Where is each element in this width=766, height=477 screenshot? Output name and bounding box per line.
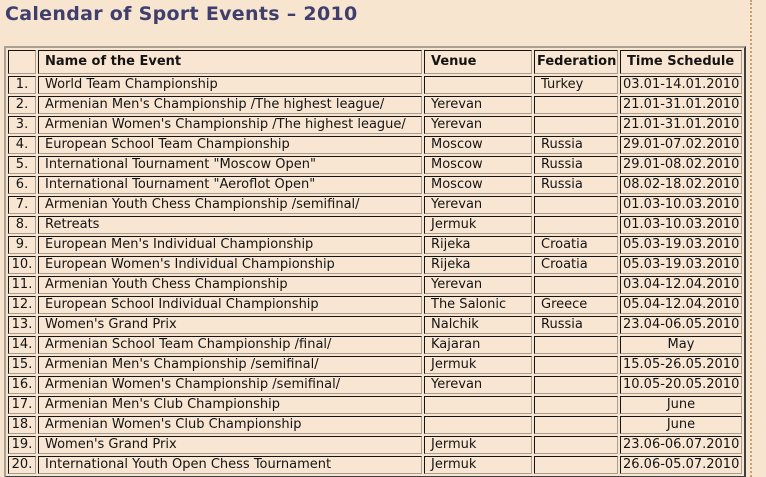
cell-venue: Yerevan xyxy=(424,276,532,294)
cell-event-name: Women's Grand Prix xyxy=(38,316,422,334)
table-row xyxy=(8,116,742,134)
table-header xyxy=(8,50,742,74)
table-row xyxy=(8,336,742,354)
cell-federation: Greece xyxy=(534,296,618,314)
col-header-name: Name of the Event xyxy=(38,50,422,74)
cell-venue: Rijeka xyxy=(424,236,532,254)
cell-event-name: International Youth Open Chess Tournament xyxy=(38,456,422,474)
cell-time: 05.04-12.04.2010 xyxy=(620,296,742,314)
cell-index: 15. xyxy=(8,356,36,374)
cell-venue: The Salonic xyxy=(424,296,532,314)
table-row xyxy=(8,376,742,394)
page-title: Calendar of Sport Events – 2010 xyxy=(5,3,358,25)
cell-venue: Nalchik xyxy=(424,316,532,334)
cell-venue: Jermuk xyxy=(424,356,532,374)
table-row xyxy=(8,396,742,414)
cell-time: 10.05-20.05.2010 xyxy=(620,376,742,394)
table-row xyxy=(8,316,742,334)
cell-time: 01.03-10.03.2010 xyxy=(620,196,742,214)
cell-federation xyxy=(534,436,618,454)
col-header-venue: Venue xyxy=(424,50,532,74)
cell-federation: Croatia xyxy=(534,236,618,254)
cell-event-name: International Tournament "Moscow Open" xyxy=(38,156,422,174)
table-row xyxy=(8,296,742,314)
table-row xyxy=(8,156,742,174)
cell-federation xyxy=(534,356,618,374)
cell-index: 13. xyxy=(8,316,36,334)
cell-federation xyxy=(534,276,618,294)
cell-event-name: International Tournament "Aeroflot Open" xyxy=(38,176,422,194)
cell-index: 5. xyxy=(8,156,36,174)
cell-event-name: Armenian Women's Championship /semifinal/ xyxy=(38,376,422,394)
cell-federation xyxy=(534,96,618,114)
cell-event-name: European Men's Individual Championship xyxy=(38,236,422,254)
header-row xyxy=(8,50,742,74)
cell-index: 8. xyxy=(8,216,36,234)
cell-index: 17. xyxy=(8,396,36,414)
cell-event-name: European School Team Championship xyxy=(38,136,422,154)
cell-index: 4. xyxy=(8,136,36,154)
cell-federation: Russia xyxy=(534,156,618,174)
table-row xyxy=(8,196,742,214)
cell-venue: Yerevan xyxy=(424,376,532,394)
cell-index: 2. xyxy=(8,96,36,114)
cell-federation xyxy=(534,116,618,134)
cell-time: 23.04-06.05.2010 xyxy=(620,316,742,334)
cell-index: 6. xyxy=(8,176,36,194)
table-row xyxy=(8,456,742,474)
cell-event-name: Armenian Men's Championship /The highest league/ xyxy=(38,96,422,114)
cell-time: 03.01-14.01.2010 xyxy=(620,76,742,94)
table-row xyxy=(8,136,742,154)
cell-event-name: Armenian Women's Championship /The highest league/ xyxy=(38,116,422,134)
cell-time: 29.01-08.02.2010 xyxy=(620,156,742,174)
cell-time: 08.02-18.02.2010 xyxy=(620,176,742,194)
cell-venue: Jermuk xyxy=(424,436,532,454)
cell-event-name: World Team Championship xyxy=(38,76,422,94)
cell-index: 20. xyxy=(8,456,36,474)
cell-index: 10. xyxy=(8,256,36,274)
cell-index: 12. xyxy=(8,296,36,314)
cell-federation xyxy=(534,416,618,434)
cell-federation xyxy=(534,216,618,234)
cell-time: 01.03-10.03.2010 xyxy=(620,216,742,234)
cell-time: June xyxy=(620,396,742,414)
cell-event-name: European School Individual Championship xyxy=(38,296,422,314)
col-header-federation: Federation xyxy=(534,50,618,74)
cell-venue: Jermuk xyxy=(424,456,532,474)
cell-venue: Yerevan xyxy=(424,196,532,214)
cell-federation: Croatia xyxy=(534,256,618,274)
cell-federation xyxy=(534,396,618,414)
table-row xyxy=(8,256,742,274)
cell-time: 29.01-07.02.2010 xyxy=(620,136,742,154)
cell-federation xyxy=(534,376,618,394)
cell-event-name: Armenian School Team Championship /final/ xyxy=(38,336,422,354)
cell-event-name: Armenian Youth Chess Championship xyxy=(38,276,422,294)
cell-index: 16. xyxy=(8,376,36,394)
table-row xyxy=(8,436,742,454)
cell-federation: Russia xyxy=(534,316,618,334)
cell-federation: Russia xyxy=(534,136,618,154)
table-row xyxy=(8,176,742,194)
cell-federation: Russia xyxy=(534,176,618,194)
cell-venue: Rijeka xyxy=(424,256,532,274)
cell-event-name: Women's Grand Prix xyxy=(38,436,422,454)
table-row xyxy=(8,416,742,434)
page-edge-dotted-divider xyxy=(750,0,752,477)
cell-venue: Kajaran xyxy=(424,336,532,354)
cell-event-name: Retreats xyxy=(38,216,422,234)
table-row xyxy=(8,356,742,374)
cell-time: 21.01-31.01.2010 xyxy=(620,96,742,114)
cell-index: 11. xyxy=(8,276,36,294)
cell-event-name: Armenian Youth Chess Championship /semifinal/ xyxy=(38,196,422,214)
cell-time: 03.04-12.04.2010 xyxy=(620,276,742,294)
cell-federation xyxy=(534,336,618,354)
cell-index: 9. xyxy=(8,236,36,254)
cell-federation xyxy=(534,196,618,214)
cell-venue: Moscow xyxy=(424,156,532,174)
cell-event-name: Armenian Women's Club Championship xyxy=(38,416,422,434)
cell-index: 19. xyxy=(8,436,36,454)
col-header-time: Time Schedule xyxy=(620,50,742,74)
cell-venue xyxy=(424,396,532,414)
table-row xyxy=(8,276,742,294)
cell-federation: Turkey xyxy=(534,76,618,94)
cell-time: May xyxy=(620,336,742,354)
cell-time: 15.05-26.05.2010 xyxy=(620,356,742,374)
cell-index: 18. xyxy=(8,416,36,434)
cell-venue xyxy=(424,76,532,94)
cell-time: 05.03-19.03.2010 xyxy=(620,256,742,274)
cell-index: 7. xyxy=(8,196,36,214)
cell-federation xyxy=(534,456,618,474)
cell-time: 23.06-06.07.2010 xyxy=(620,436,742,454)
events-table xyxy=(4,46,746,477)
table-row xyxy=(8,236,742,254)
cell-index: 14. xyxy=(8,336,36,354)
cell-time: June xyxy=(620,416,742,434)
table-row xyxy=(8,216,742,234)
col-header-index xyxy=(8,50,36,74)
cell-event-name: Armenian Men's Championship /semifinal/ xyxy=(38,356,422,374)
cell-venue: Moscow xyxy=(424,176,532,194)
cell-time: 26.06-05.07.2010 xyxy=(620,456,742,474)
cell-venue: Yerevan xyxy=(424,96,532,114)
table-row xyxy=(8,96,742,114)
cell-time: 05.03-19.03.2010 xyxy=(620,236,742,254)
cell-venue xyxy=(424,416,532,434)
cell-event-name: Armenian Men's Club Championship xyxy=(38,396,422,414)
cell-time: 21.01-31.01.2010 xyxy=(620,116,742,134)
cell-venue: Jermuk xyxy=(424,216,532,234)
cell-venue: Yerevan xyxy=(424,116,532,134)
cell-venue: Moscow xyxy=(424,136,532,154)
table-row xyxy=(8,76,742,94)
cell-index: 3. xyxy=(8,116,36,134)
cell-event-name: European Women's Individual Championship xyxy=(38,256,422,274)
cell-index: 1. xyxy=(8,76,36,94)
event-rows xyxy=(8,76,742,474)
